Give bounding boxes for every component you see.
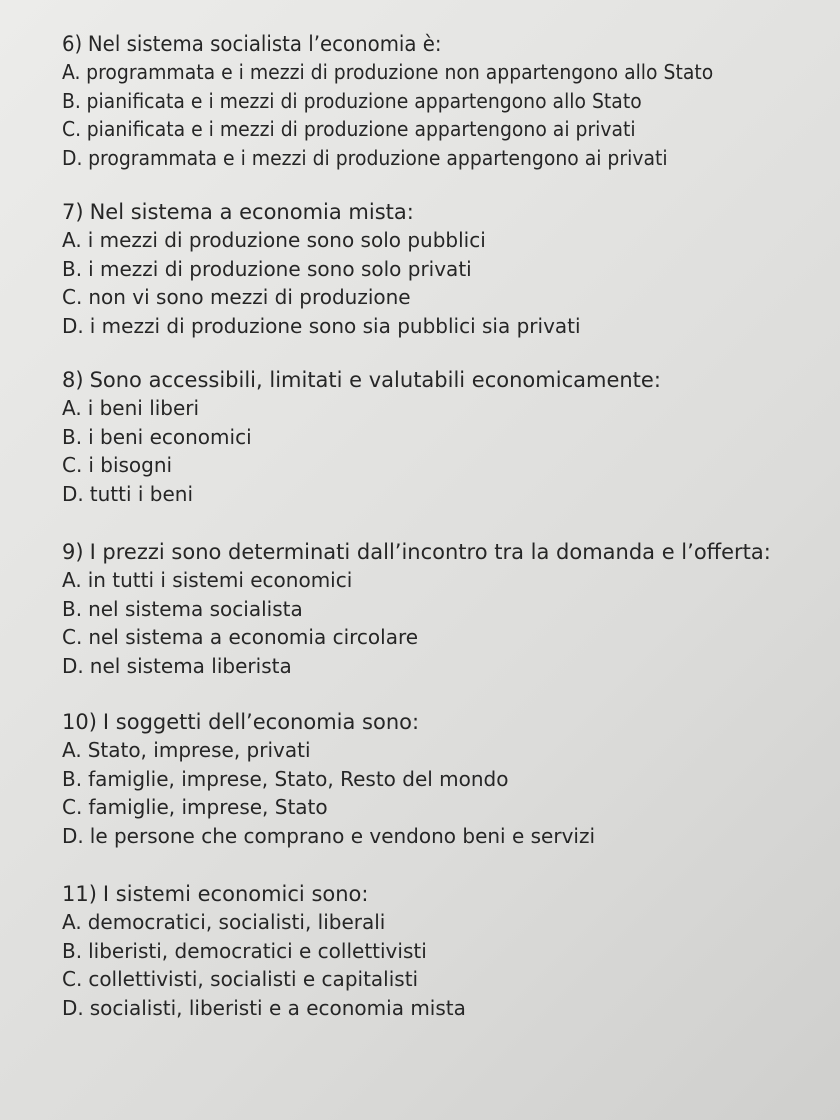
question-title	[62, 538, 832, 566]
option-b	[62, 765, 832, 794]
option-b	[62, 423, 832, 452]
option-a	[62, 394, 832, 423]
option-text: liberisti, democratici e collettivisti	[88, 938, 427, 963]
option-text: nel sistema liberista	[89, 653, 292, 678]
option-letter: D.	[62, 481, 84, 506]
option-text: i beni liberi	[87, 396, 200, 420]
option-letter: D.	[62, 823, 84, 848]
option-text: tutti i beni	[89, 481, 194, 506]
option-d	[62, 652, 832, 681]
option-letter: B.	[62, 256, 83, 281]
option-d	[62, 312, 832, 341]
option-a	[62, 736, 832, 765]
option-text: pianificata e i mezzi di produzione appartengono allo Stato	[86, 88, 642, 113]
question-10	[62, 708, 832, 850]
option-letter: C.	[62, 117, 82, 142]
option-d	[62, 822, 832, 851]
option-text: i mezzi di produzione sono sia pubblici sia privati	[89, 313, 581, 338]
option-text: famiglie, imprese, Stato	[88, 795, 328, 820]
question-9	[62, 538, 832, 680]
option-letter: C.	[62, 285, 83, 310]
question-number: 6)	[62, 32, 83, 56]
option-c	[62, 451, 832, 480]
option-letter: B.	[62, 596, 83, 621]
option-text: famiglie, imprese, Stato, Resto del mondo	[88, 766, 509, 791]
option-letter: A.	[62, 228, 82, 252]
option-a	[62, 566, 832, 595]
option-letter: C.	[62, 795, 83, 820]
option-letter: A.	[62, 60, 81, 84]
option-letter: A.	[62, 910, 82, 934]
question-title	[62, 366, 832, 394]
question-number: 8)	[62, 368, 84, 392]
option-b	[62, 255, 832, 284]
question-6	[62, 30, 832, 172]
option-letter: B.	[62, 766, 83, 791]
option-text: pianificata e i mezzi di produzione appartengono ai privati	[86, 117, 636, 142]
option-text: Stato, imprese, privati	[87, 738, 311, 762]
option-c	[62, 283, 832, 312]
option-letter: D.	[62, 653, 84, 678]
question-8	[62, 366, 832, 508]
question-title	[62, 198, 832, 226]
option-b	[62, 595, 832, 624]
option-text: non vi sono mezzi di produzione	[88, 285, 411, 310]
option-text: i beni economici	[88, 424, 252, 449]
option-letter: A.	[62, 568, 82, 592]
option-a	[62, 226, 832, 255]
question-number: 11)	[62, 882, 97, 906]
option-d	[62, 144, 786, 173]
option-text: i mezzi di produzione sono solo privati	[88, 256, 472, 281]
option-c	[62, 793, 832, 822]
question-text: Nel sistema socialista l’economia è:	[87, 32, 442, 56]
question-number: 7)	[62, 200, 84, 224]
question-number: 9)	[62, 540, 84, 564]
option-letter: B.	[62, 938, 83, 963]
option-a	[62, 58, 786, 87]
question-text: I prezzi sono determinati dall’incontro tra la domanda e l’offerta:	[89, 540, 771, 564]
option-letter: C.	[62, 967, 83, 992]
question-title	[62, 30, 786, 58]
option-d	[62, 480, 832, 509]
option-letter: B.	[62, 424, 83, 449]
option-text: i mezzi di produzione sono solo pubblici	[87, 228, 486, 252]
option-b	[62, 87, 786, 116]
question-text: I soggetti dell’economia sono:	[102, 710, 420, 734]
question-text: Sono accessibili, limitati e valutabili economicamente:	[89, 368, 661, 392]
option-text: socialisti, liberisti e a economia mista	[89, 995, 466, 1020]
option-a	[62, 908, 832, 937]
option-letter: A.	[62, 396, 82, 420]
option-text: collettivisti, socialisti e capitalisti	[88, 967, 419, 992]
option-text: le persone che comprano e vendono beni e servizi	[89, 823, 596, 848]
option-text: in tutti i sistemi economici	[87, 568, 353, 592]
option-text: programmata e i mezzi di produzione appartengono ai privati	[88, 145, 668, 170]
option-letter: C.	[62, 453, 83, 478]
question-text: I sistemi economici sono:	[102, 882, 369, 906]
option-d	[62, 994, 832, 1023]
option-letter: D.	[62, 145, 83, 170]
option-c	[62, 965, 832, 994]
question-11	[62, 880, 832, 1022]
question-number: 10)	[62, 710, 97, 734]
question-title	[62, 708, 832, 736]
question-text: Nel sistema a economia mista:	[89, 200, 414, 224]
option-letter: B.	[62, 88, 81, 113]
option-text: i bisogni	[88, 453, 173, 478]
option-b	[62, 937, 832, 966]
option-text: programmata e i mezzi di produzione non appartengono allo Stato	[86, 60, 714, 84]
option-letter: A.	[62, 738, 82, 762]
question-title	[62, 880, 832, 908]
option-c	[62, 623, 832, 652]
question-7	[62, 198, 832, 340]
option-text: nel sistema a economia circolare	[88, 625, 419, 650]
option-letter: C.	[62, 625, 83, 650]
option-letter: D.	[62, 995, 84, 1020]
option-text: democratici, socialisti, liberali	[87, 910, 386, 934]
option-text: nel sistema socialista	[88, 596, 303, 621]
option-c	[62, 115, 786, 144]
option-letter: D.	[62, 313, 84, 338]
